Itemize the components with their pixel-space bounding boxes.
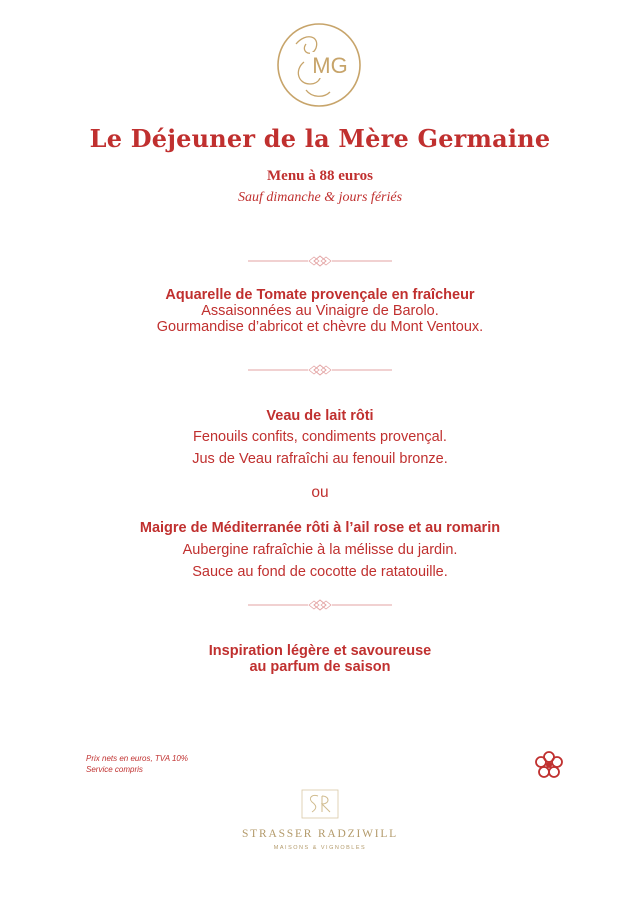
main2-line-1: Aubergine rafraîchie à la mélisse du jardin. — [182, 542, 458, 558]
starter-title: Aquarelle de Tomate provençale en fraîcheur — [165, 287, 475, 303]
diamond-divider-icon — [248, 255, 392, 267]
menu-condition: Sauf dimanche & jours fériés — [237, 190, 403, 205]
main1-line-1: Fenouils confits, condiments provençal. — [193, 429, 447, 445]
menu-price: Menu à 88 euros — [267, 168, 373, 184]
starter-line-2: Gourmandise d’abricot et chèvre du Mont Ventoux. — [156, 319, 484, 335]
michelin-flower-icon — [534, 750, 564, 780]
price-note-line-1: Prix nets en euros, TVA 10% — [86, 754, 188, 763]
main2-title: Maigre de Méditerranée rôti à l’ail rose et au romarin — [139, 520, 501, 536]
sr-monogram-icon — [300, 788, 340, 820]
starter-line-1: Assaisonnées au Vinaigre de Barolo. — [201, 303, 439, 319]
diamond-divider-icon — [248, 599, 392, 611]
main1-title: Veau de lait rôti — [266, 408, 374, 424]
or-separator: ou — [311, 484, 329, 501]
dessert-line-1: Inspiration légère et savoureuse — [208, 643, 432, 659]
brand-name: STRASSER RADZIWILL — [241, 828, 399, 840]
price-notes — [86, 753, 188, 775]
logo-text: MG — [312, 53, 348, 78]
mg-logo-icon — [276, 22, 366, 108]
brand-subtitle: MAISONS & VIGNOBLES — [273, 845, 367, 851]
dessert-line-2: au parfum de saison — [249, 659, 391, 675]
price-note-line-2: Service compris — [86, 765, 143, 774]
page-title: Le Déjeuner de la Mère Germaine — [89, 124, 551, 153]
main2-line-2: Sauce au fond de cocotte de ratatouille. — [192, 564, 448, 580]
main1-line-2: Jus de Veau rafraîchi au fenouil bronze. — [192, 451, 448, 467]
diamond-divider-icon — [248, 364, 392, 376]
